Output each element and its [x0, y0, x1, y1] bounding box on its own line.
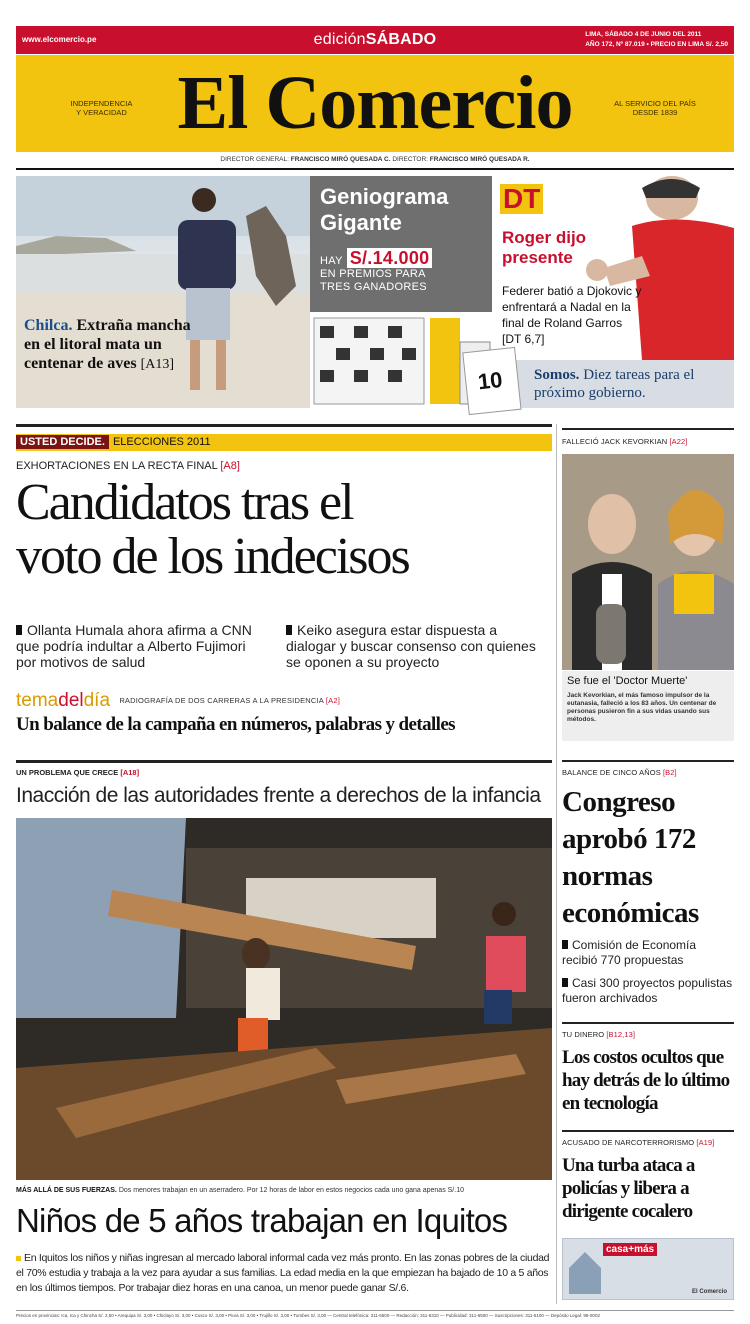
geniograma-title: [320, 184, 448, 236]
cong-line3: normas: [562, 860, 653, 892]
main-bullet-2: Keiko asegura estar dispuesta a dialogar y buscar consenso con quienes se oponen a su proyecto: [286, 622, 546, 670]
somos-body: Diez tareas para el próximo gobierno.: [534, 367, 695, 401]
director2-name: FRANCISCO MIRÓ QUESADA R.: [429, 156, 530, 163]
narco-kicker-text: ACUSADO DE NARCOTERRORISMO: [562, 1138, 695, 1147]
tema-small: [119, 696, 340, 705]
director-name: FRANCISCO MIRÓ QUESADA C.: [290, 156, 391, 163]
masthead: [16, 55, 734, 152]
masthead-rule: [16, 168, 734, 170]
chilca-caption: [24, 316, 204, 374]
bottom-kicker: [16, 768, 139, 777]
rule-right-4: [562, 1130, 734, 1132]
main-bullet-1: Ollanta Humala ahora afirma a CNN que podría indultar a Alberto Fujimori por motivos de salud: [16, 622, 266, 670]
rule-right-2: [562, 760, 734, 762]
congreso-headline[interactable]: [562, 784, 734, 932]
main-kicker-text: ELECCIONES 2011: [112, 436, 211, 448]
main-headline[interactable]: [16, 476, 552, 584]
chilca-lead: Chilca.: [24, 317, 73, 334]
narco-kicker: [562, 1138, 714, 1147]
top-bar: [16, 26, 734, 54]
geniograma-title-2: Gigante: [320, 210, 402, 235]
kevorkian-caption-title[interactable]: Se fue el 'Doctor Muerte': [567, 675, 688, 687]
roger-headline-2: presente: [502, 248, 573, 267]
roger-headline-1: Roger dijo: [502, 228, 587, 247]
column-divider: [556, 424, 557, 1304]
chilca-ref: [A13]: [140, 357, 175, 372]
cong-bullet-2: Casi 300 proyectos populistas fueron archivados: [562, 976, 733, 1005]
main-kicker: [16, 434, 552, 451]
main-subkicker-text: EXHORTACIONES EN LA RECTA FINAL: [16, 460, 218, 472]
ad-house-icon: [565, 1242, 605, 1298]
somos-cover-thumbnail: [462, 346, 522, 418]
director-line: [16, 156, 734, 163]
dinero-headline[interactable]: Los costos ocultos que hay detrás de lo último en tecnología: [562, 1047, 730, 1114]
motto-right: [600, 99, 710, 117]
iquitos-photo: [16, 818, 552, 1180]
balance-headline[interactable]: Un balance de la campaña en números, palabras y detalles: [16, 714, 455, 735]
jk-kicker: [562, 437, 687, 446]
chilca-text: Extraña mancha en el litoral mata un centenar de aves: [24, 317, 191, 372]
tema-word-1: tema: [16, 690, 59, 711]
director2-label: DIRECTOR:: [392, 156, 428, 163]
section-rule-bottom: [16, 760, 552, 763]
kevorkian-caption-body: Jack Kevorkian, el más famoso impulsor de la eutanasia, falleció a los 83 años. Un centenar de personas pusieron fin a sus vidas usando sus métodos.: [567, 692, 717, 723]
cong-kicker-text: BALANCE DE CINCO AÑOS: [562, 768, 661, 777]
motto-right-line2: DESDE 1839: [632, 108, 678, 117]
iquitos-photo-art: [16, 818, 552, 1180]
dt-badge: DT: [500, 184, 543, 214]
prize-amount: S/.14.000: [347, 248, 433, 268]
svg-text:10: 10: [476, 366, 504, 395]
dinero-kicker-text: TU DINERO: [562, 1030, 605, 1039]
prize-hay: HAY: [320, 255, 343, 267]
roger-headline: [502, 228, 586, 268]
kevorkian-photo-art: [562, 454, 734, 670]
bottom-subhead[interactable]: Inacción de las autoridades frente a derechos de la infancia: [16, 784, 541, 807]
cong-kicker: [562, 768, 677, 777]
bottom-kicker-ref[interactable]: [A18]: [120, 768, 140, 777]
issue-date: LIMA, SÁBADO 4 DE JUNIO DEL 2011: [585, 31, 702, 38]
kevorkian-caption: [562, 671, 734, 741]
somos-text: [534, 366, 730, 402]
casamas-ad[interactable]: [562, 1238, 734, 1300]
issue-price: AÑO 172, Nº 87.019 • PRECIO EN LIMA S/. 2,50: [585, 41, 728, 48]
section-rule-main: [16, 424, 552, 427]
page-footer: Precios en provincias: Ica, Ica y Chincha S/. 2,50 • Arequipa S/. 3,00 • Chiclayo S/. 3,00 • Cusco S/. 3,00 • Piura S/. 3,00 • Trujillo S/. 3,00 • Tumbes S/. 3,00 — Central telefónica: 311-6500 — Redacción: 311-6310 — Publicidad: 311-6500 — Suscripciones: 311-5100 — Depósito Legal: 98-0002: [16, 1310, 734, 1318]
ad-logo: casa+más: [603, 1243, 657, 1256]
cong-line1: Congreso: [562, 786, 676, 818]
narco-kicker-ref[interactable]: [A19]: [696, 1138, 715, 1147]
jk-kicker-ref[interactable]: [A22]: [669, 437, 688, 446]
geniograma-prize: [320, 248, 432, 294]
photo-caption-lead: MÁS ALLÁ DE SUS FUERZAS.: [16, 1187, 117, 1194]
somos-lead: Somos.: [534, 367, 580, 383]
promo-somos[interactable]: [492, 360, 734, 408]
main-kicker-label: USTED DECIDE.: [16, 435, 109, 449]
main-subkicker: [16, 460, 240, 472]
director-label: DIRECTOR GENERAL:: [220, 156, 289, 163]
main-subkicker-ref[interactable]: [A8]: [220, 460, 240, 472]
cong-line4: económicas: [562, 897, 699, 929]
prize-line3: TRES GANADORES: [320, 281, 427, 293]
dinero-kicker: [562, 1030, 635, 1039]
narco-headline[interactable]: Una turba ataca a policías y libera a dirigente cocalero: [562, 1155, 695, 1222]
photo-caption-text: Dos menores trabajan en un aserradero. Por 12 horas de labor en estos negocios cada uno gana apenas S/.10: [118, 1187, 464, 1194]
ad-footer: El Comercio: [691, 1289, 727, 1295]
tema-word-3: día: [83, 690, 111, 711]
motto-left-line1: INDEPENDENCIA: [70, 99, 133, 108]
cong-bullet-1: Comisión de Economía recibió 770 propuestas: [562, 938, 734, 968]
promo-roger[interactable]: [492, 176, 734, 360]
kevorkian-photo: [562, 454, 734, 670]
site-url[interactable]: www.elcomercio.pe: [22, 35, 97, 44]
roger-body: Federer batió a Djokovic y enfrentará a Nadal en la final de Roland Garros [DT 6,7]: [502, 284, 642, 346]
geniograma-title-1: Geniograma: [320, 184, 449, 209]
bottom-kicker-text: UN PROBLEMA QUE CRECE: [16, 768, 119, 777]
tema-del-dia: [16, 690, 340, 712]
prize-line2: EN PREMIOS PARA: [320, 268, 426, 280]
promo-chilca[interactable]: [16, 176, 310, 408]
jk-kicker-text: FALLECIÓ JACK KEVORKIAN: [562, 437, 668, 446]
motto-right-line1: AL SERVICIO DEL PAÍS: [614, 99, 696, 108]
iquitos-deck: En Iquitos los niños y niñas ingresan al mercado laboral informal cada vez más pronto. En las zonas pobres de la ciudad el 70% estudia y trabaja a la vez para ayudar a sus familias. La edad media en la que empiezan ha bajado de 10 a 5 años en los últimos tiempos. Por trabajar diez horas en una canoa, un menor puede ganar S/.6.: [16, 1251, 552, 1296]
main-headline-line2: voto de los indecisos: [16, 528, 409, 585]
tema-word-2: del: [58, 690, 84, 711]
rule-right-3: [562, 1022, 734, 1024]
main-headline-line1: Candidatos tras el: [16, 474, 353, 531]
issue-info: [585, 30, 728, 50]
iquitos-headline[interactable]: Niños de 5 años trabajan en Iquitos: [16, 1202, 508, 1239]
edition-prefix: edición: [313, 31, 366, 48]
section-rule-right: [562, 428, 734, 430]
cong-kicker-ref[interactable]: [B2]: [662, 768, 677, 777]
motto-left-line2: Y VERACIDAD: [76, 108, 127, 117]
tema-small-text: RADIOGRAFÍA DE DOS CARRERAS A LA PRESIDENCIA: [119, 696, 324, 706]
dinero-kicker-ref[interactable]: [B12,13]: [606, 1030, 636, 1039]
cong-line2: aprobó 172: [562, 823, 696, 855]
newspaper-logo[interactable]: El Comercio: [177, 61, 573, 145]
tema-small-ref[interactable]: [A2]: [325, 696, 341, 706]
edition-day: SÁBADO: [365, 31, 437, 48]
photo-caption: [16, 1187, 552, 1194]
